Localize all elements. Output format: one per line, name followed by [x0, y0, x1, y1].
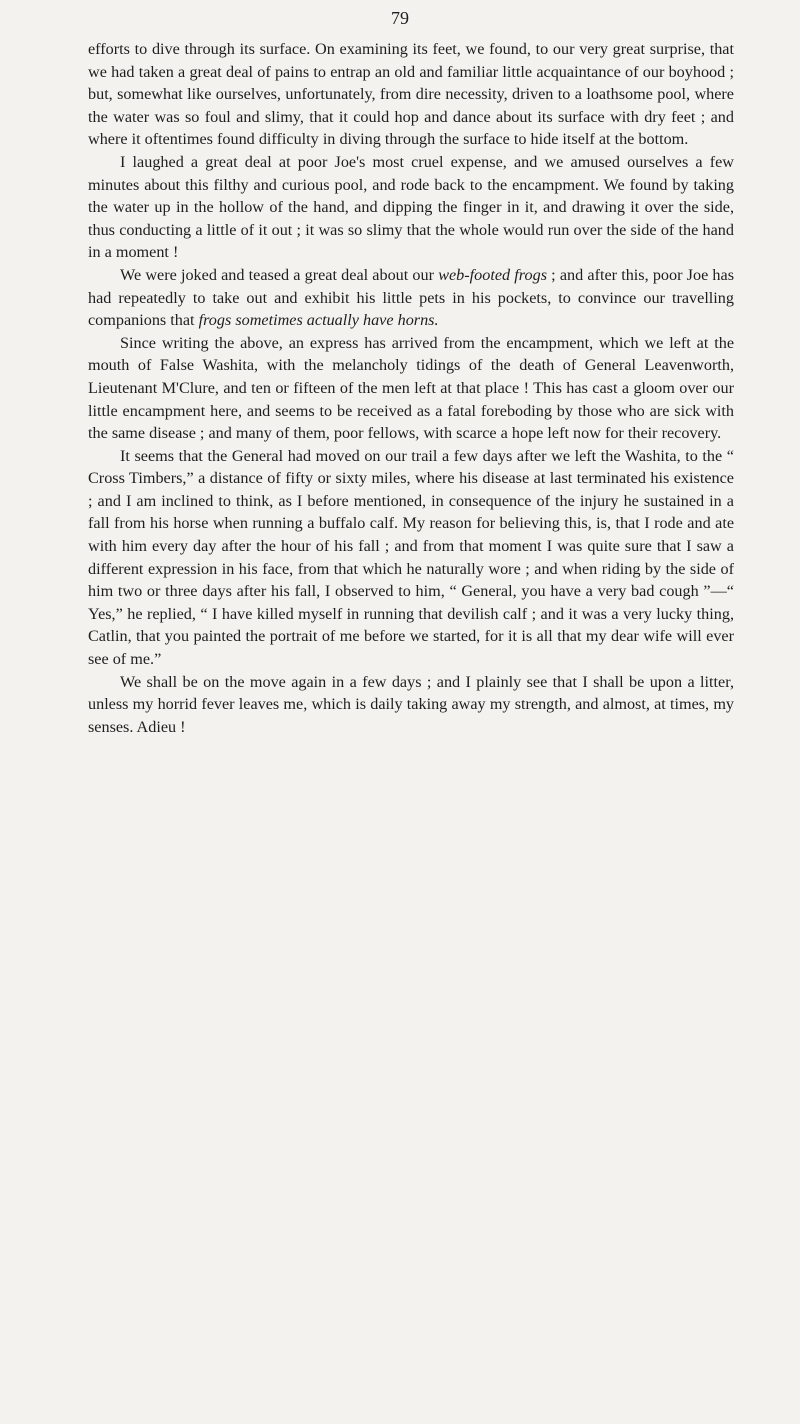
paragraph-3	[88, 264, 734, 332]
body-text	[88, 38, 734, 738]
paragraph-3-italic-2: frogs sometimes actually have horns.	[198, 311, 439, 330]
paragraph-2: I laughed a great deal at poor Joe's most cruel expense, and we amused ourselves a few minutes about this filthy and curious pool, and rode back to the encampment. We found by taking the water up in the hollow of the hand, and dipping the finger in it, and drawing it over the side, thus conducting a little of it out ; it was so slimy that the whole would run over the side of the hand in a moment !	[88, 152, 734, 262]
paragraph-3-italic-1: web-footed frogs	[438, 265, 547, 284]
paragraph-3-text-2: ; and after this, poor Joe has had repeatedly to take out and exhibit his little pets in his pockets, to convince our travelling companions that	[88, 265, 735, 330]
paragraph-4: Since writing the above, an express has arrived from the encampment, which we left at the mouth of False Washita, with the melancholy tidings of the death of General Leavenworth, Lieutenant M'Clure, and ten or fifteen of the men left at that place ! This has cast a gloom over our little encampment here, and seems to be received as a fatal foreboding by those who are sick with the same disease ; and many of them, poor fellows, with scarce a hope left now for their recovery.	[88, 333, 734, 443]
paragraph-3-text-1: We were joked and teased a great deal about our	[120, 265, 439, 284]
paragraph-1: efforts to dive through its surface. On examining its feet, we found, to our very great surprise, that we had taken a great deal of pains to entrap an old and familiar little acquaintance of our boyhood ; but, somewhat like ourselves, unfortunately, from dire necessity, driven to a loathsome pool, where the water was so foul and slimy, that it could hop and dance about its surface with dry feet ; and where it oftentimes found difficulty in diving through the surface to hide itself at the bottom.	[88, 40, 734, 149]
paragraph-6: We shall be on the move again in a few days ; and I plainly see that I shall be upon a litter, unless my horrid fever leaves me, which is daily taking away my strength, and almost, at times, my senses. Adieu !	[88, 672, 734, 736]
page-number: 79	[391, 8, 409, 28]
paragraph-5: It seems that the General had moved on our trail a few days after we left the Washita, to the “ Cross Timbers,” a distance of fifty or sixty miles, where his disease at last terminated his existence ; and I am inclined to think, as I before mentioned, in consequence of the injury he sustained in a fall from his horse when running a buffalo calf. My reason for believing this, is, that I rode and ate with him every day after the hour of his fall ; and from that moment I was quite sure that I saw a different expression in his face, from that which he naturally wore ; and when riding by the side of him two or three days after his fall, I observed to him, “ General, you have a very bad cough ”—“ Yes,” he replied, “ I have killed myself in running that devilish calf ; and it was a very lucky thing, Catlin, that you painted the portrait of me before we started, for it is all that my dear wife will ever see of me.”	[88, 446, 734, 669]
